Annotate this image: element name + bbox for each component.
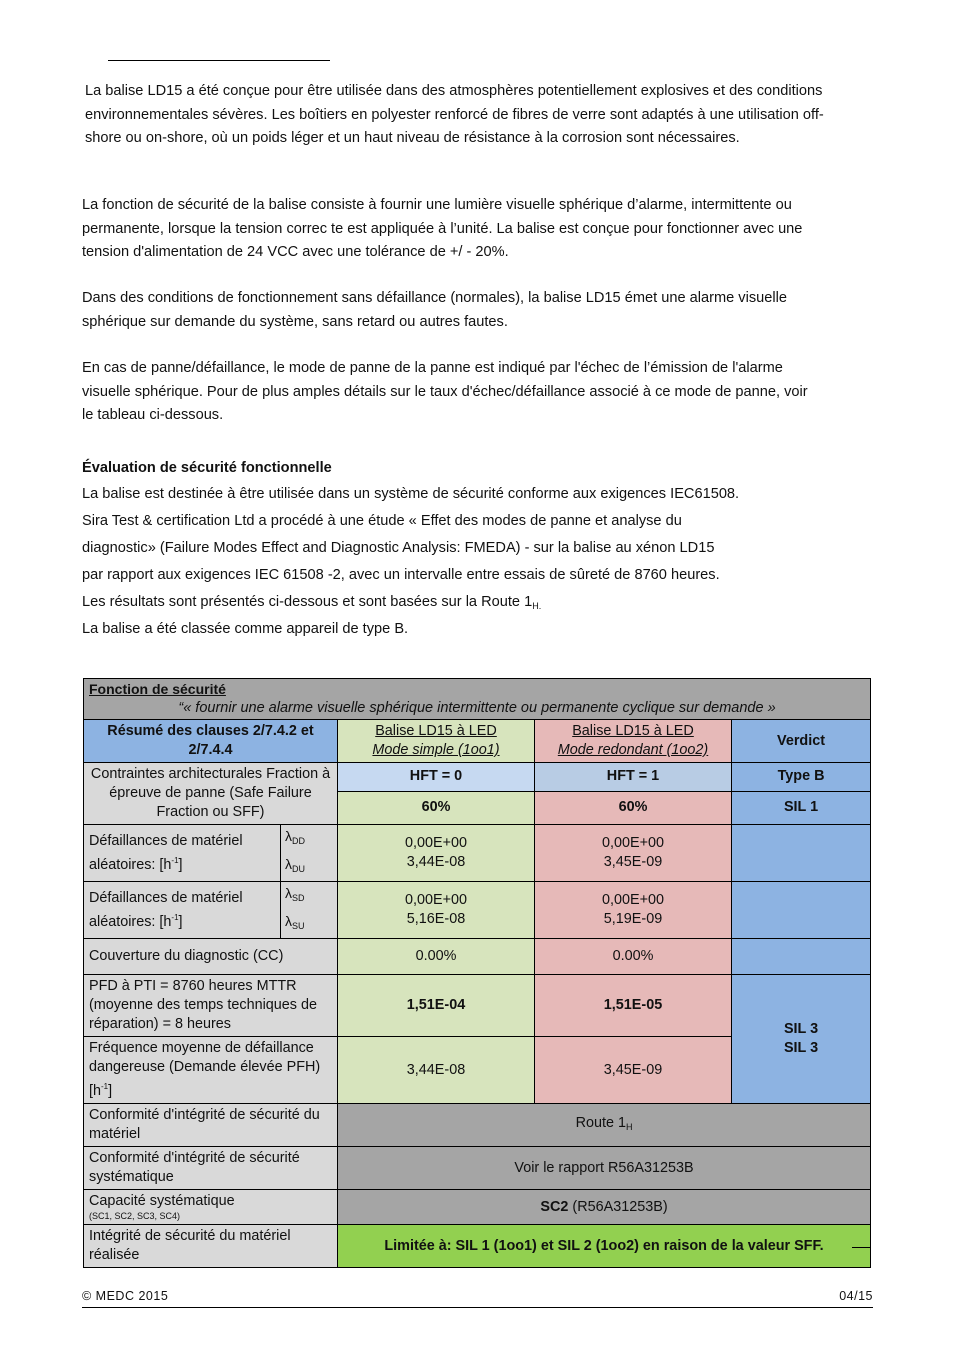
cc-verdict (732, 939, 871, 975)
col1-header (338, 720, 535, 763)
capability-label (84, 1190, 338, 1225)
label-sup: -1 (171, 912, 179, 922)
pfd2: 1,51E-05 (535, 975, 732, 1037)
random1-verdict (732, 825, 871, 882)
pfd-label: PFD à PTI = 8760 heures MTTR (moyenne des temps techniques de réparation) = 8 heures (84, 975, 338, 1037)
lambda-symbol: λ (285, 856, 292, 872)
top-rule (108, 60, 330, 61)
table-row (84, 939, 871, 975)
section-heading: Évaluation de sécurité fonctionnelle (82, 460, 332, 476)
lambda-sub: DD (292, 836, 305, 846)
type-verdict: Type B (732, 763, 871, 792)
intro-paragraph-3: Dans des conditions de fonctionnement sans défaillance (normales), la balise LD15 émet une alarme visuelle sphérique sur demande du système, sans retard ou autres fautes. (82, 290, 787, 330)
section-line: diagnostic» (Failure Modes Effect and Diagnostic Analysis: FMEDA) - sur la balise au xénon LD15 (82, 540, 715, 556)
random-failure-label (84, 882, 281, 939)
random1-col2 (535, 825, 732, 882)
value-bold: SC2 (540, 1198, 569, 1215)
random1-col1 (338, 825, 535, 882)
value: 0,00E+00 (404, 892, 468, 908)
table-row (84, 882, 871, 939)
value: 3,45E-09 (603, 854, 663, 870)
label-close: ] (178, 856, 183, 873)
hw-conformity-value (338, 1104, 871, 1147)
value: 0,00E+00 (601, 892, 665, 908)
table-row (84, 1147, 871, 1190)
intro-paragraph-1: La balise LD15 a été conçue pour être utilisée dans des atmosphères potentiellement explosives et des conditions environnementales sévères. Les boîtiers en polyester renforcé de fibres de verre sont adaptés à une utilisation off-shore ou on-shore, où un poids léger et un haut niveau de résistance à la corrosion sont nécessaires. (85, 83, 824, 146)
integrity-value: Limitée à: SIL 1 (1oo1) et SIL 2 (1oo2) en raison de la valeur SFF. (338, 1225, 871, 1268)
function-cell (84, 679, 871, 720)
footer-page-number: 04/15 (839, 1289, 873, 1303)
verdict-header: Verdict (732, 720, 871, 763)
section-line: Sira Test & certification Ltd a procédé à une étude « Effet des modes de panne et analyse du (82, 513, 682, 529)
table-row (84, 1190, 871, 1225)
col1-mode: Mode simple (1oo1) (372, 742, 500, 758)
sff1: 60% (338, 791, 535, 824)
sff2: 60% (535, 791, 732, 824)
cc-label: Couverture du diagnostic (CC) (84, 939, 338, 975)
table-row (84, 825, 871, 882)
col2-mode: Mode redondant (1oo2) (557, 742, 709, 758)
sil-verdict (732, 975, 871, 1104)
table-row (84, 720, 871, 763)
value: 0,00E+00 (404, 835, 468, 851)
col1-title: Balise LD15 à LED (375, 723, 497, 739)
hw-conformity-label: Conformité d'intégrité de sécurité du matériel (84, 1104, 338, 1147)
footer-rule (82, 1307, 873, 1308)
function-desc: “« fournir une alarme visuelle sphérique intermittente ou permanente cyclique sur demande » (178, 700, 776, 716)
random2-verdict (732, 882, 871, 939)
label-close: ] (178, 913, 183, 930)
lambda-su (281, 910, 337, 938)
lambda-symbol: λ (285, 885, 292, 901)
col2-header (535, 720, 732, 763)
value: 5,19E-09 (603, 911, 663, 927)
label-small: (SC1, SC2, SC3, SC4) (89, 1211, 181, 1221)
section-line: La balise a été classée comme appareil de type B. (82, 621, 409, 637)
pfh1: 3,44E-08 (338, 1037, 535, 1104)
label-text: Capacité systématique (89, 1193, 235, 1209)
lambda-cell (281, 882, 338, 939)
random2-col2 (535, 882, 732, 939)
route-line-text: Les résultats sont présentés ci-dessous et sont basées sur la Route 1 (82, 594, 533, 610)
lambda-sd (281, 882, 337, 910)
sil-value: SIL 3 (783, 1040, 819, 1056)
random2-col1 (338, 882, 535, 939)
random-failure-label (84, 825, 281, 882)
label-sup: -1 (171, 855, 179, 865)
lambda-sub: DU (292, 864, 305, 874)
hft1: HFT = 0 (338, 763, 535, 792)
value: 3,44E-08 (406, 854, 466, 870)
pfh2: 3,45E-09 (535, 1037, 732, 1104)
label-text: Défaillances de matériel aléatoires: [h (89, 889, 243, 930)
cc2: 0.00% (535, 939, 732, 975)
intro-paragraph-2: La fonction de sécurité de la balise consiste à fournir une lumière visuelle sphérique d’alarme, intermittente ou permanente, lorsque la tension correc te est appliquée à l’unité. La balise est conçue pour fonctionner avec une tension d'alimentation de 24 VCC avec une tolérance de +/ - 20%. (82, 197, 803, 260)
intro-paragraph-4: En cas de panne/défaillance, le mode de panne de la panne est indiqué par l'échec de l’émission de l'alarme visuelle sphérique. Pour de plus amples détails sur le taux d'échec/défaillance associé à ce mode de panne, voir le tableau ci-dessous. (82, 360, 808, 423)
pfh-label (84, 1037, 338, 1104)
table-end-tick (852, 1247, 870, 1248)
table-row (84, 763, 871, 792)
route-line-sub: H. (532, 601, 542, 611)
label-text: Fréquence moyenne de défaillance dangereuse (Demande élevée PFH) [h (89, 1040, 321, 1099)
footer-copyright: © MEDC 2015 (82, 1289, 169, 1303)
value: 5,16E-08 (406, 911, 466, 927)
arch-label: Contraintes architecturales Fraction à épreuve de panne (Safe Failure Fraction ou SFF) (84, 763, 338, 825)
value-rest: (R56A31253B) (568, 1198, 668, 1215)
sil-value: SIL 3 (783, 1021, 819, 1037)
clause-header: Résumé des clauses 2/7.4.2 et 2/7.4.4 (84, 720, 338, 763)
sil-table (83, 678, 871, 1268)
lambda-symbol: λ (285, 828, 292, 844)
label-text: Défaillances de matériel aléatoires: [h (89, 832, 243, 873)
function-label: Fonction de sécurité (89, 681, 226, 697)
table-row (84, 1104, 871, 1147)
lambda-sub: SU (292, 921, 305, 931)
sys-conformity-value: Voir le rapport R56A31253B (338, 1147, 871, 1190)
lambda-sub: SD (292, 893, 305, 903)
col2-title: Balise LD15 à LED (572, 723, 694, 739)
integrity-label: Intégrité de sécurité du matériel réalisée (84, 1225, 338, 1268)
table-row (84, 975, 871, 1037)
lambda-symbol: λ (285, 913, 292, 929)
lambda-dd (281, 825, 337, 853)
label-close: ] (108, 1083, 113, 1099)
cc1: 0.00% (338, 939, 535, 975)
value: 0,00E+00 (601, 835, 665, 851)
value-text: Route 1 (575, 1114, 626, 1131)
hft2: HFT = 1 (535, 763, 732, 792)
section-line: La balise est destinée à être utilisée dans un système de sécurité conforme aux exigences IEC61508. (82, 486, 740, 502)
sil-sff-verdict: SIL 1 (732, 791, 871, 824)
pfd1: 1,51E-04 (338, 975, 535, 1037)
table-row (84, 679, 871, 720)
label-sup: -1 (101, 1082, 109, 1091)
value-sub: H (625, 1121, 633, 1132)
lambda-cell (281, 825, 338, 882)
section-line: par rapport aux exigences IEC 61508 -2, avec un intervalle entre essais de sûreté de 8760 heures. (82, 567, 720, 583)
capability-value (338, 1190, 871, 1225)
lambda-du (281, 853, 337, 881)
sys-conformity-label: Conformité d'intégrité de sécurité systématique (84, 1147, 338, 1190)
table-row (84, 1225, 871, 1268)
